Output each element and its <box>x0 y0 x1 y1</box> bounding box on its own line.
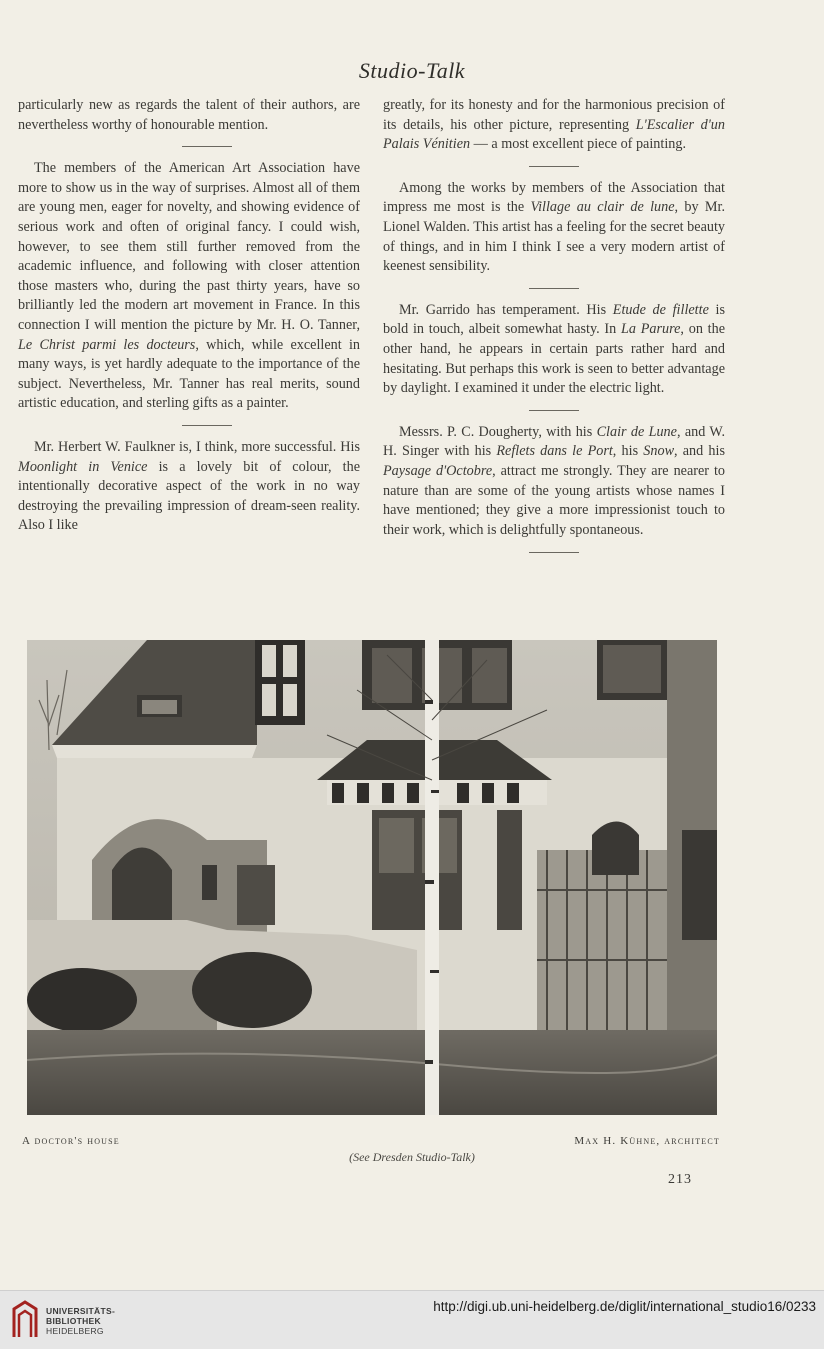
illustration-plate <box>27 640 717 1115</box>
page-number: 213 <box>668 1172 692 1187</box>
section-divider <box>182 146 232 147</box>
logo-line-2: BIBLIOTHEK <box>46 1316 101 1326</box>
artwork-title: Reflets dans le Port <box>496 443 613 460</box>
library-logo-text[interactable] <box>46 1306 115 1336</box>
artwork-title: Moonlight in Venice <box>18 458 148 475</box>
right-p3-mid: is bold in touch, albeit somewhat hasty. In <box>383 301 726 338</box>
left-column <box>18 96 360 536</box>
section-divider <box>529 410 579 411</box>
library-logo-icon[interactable] <box>10 1299 40 1339</box>
section-divider <box>182 425 232 426</box>
artwork-title: L'Escalier d'un Palais Vénitien <box>383 116 725 153</box>
right-p1-end: — a most excellent piece of painting. <box>470 136 686 153</box>
logo-line-3: HEIDELBERG <box>46 1326 104 1336</box>
section-divider <box>529 288 579 289</box>
section-divider <box>529 552 579 553</box>
right-p4-mid3: , and his <box>674 443 725 460</box>
left-p1-text: particularly new as regards the talent of their authors, are nevertheless worthy of honourable mention. <box>18 97 360 133</box>
house-illustration <box>27 640 717 1115</box>
running-title: Studio-Talk <box>358 58 466 83</box>
left-p2-end: , which, while excellent in many ways, is yet hardly adequate to the importance of the subject. Nevertheless, Mr. Tanner has real merits, sound artistic education, and sterling gifts as a painter. <box>18 336 360 412</box>
artwork-title: Le Christ parmi les docteurs <box>18 336 196 353</box>
right-p1-text: greatly, for its honesty and for the harmonious precision of its details, his other picture, representing <box>383 97 725 133</box>
right-p2-end: , by Mr. Lionel Walden. This artist has a feeling for the secret beauty of things, and in him I think I see a very modern artist of keenest sensibility. <box>383 199 726 275</box>
left-p3-text: Mr. Herbert W. Faulkner is, I think, more successful. His <box>34 438 360 455</box>
right-paragraph-2 <box>383 179 725 277</box>
viewer-footer <box>0 1290 824 1349</box>
right-column <box>383 96 725 565</box>
section-divider <box>529 166 579 167</box>
right-paragraph-4 <box>383 423 725 541</box>
right-p2-text: Among the works by members of the Association that impress me most is the <box>383 179 725 216</box>
plate-note: (See Dresden Studio-Talk) <box>349 1150 475 1164</box>
artwork-title: La Parure <box>621 321 681 338</box>
artwork-title: Etude de fillette <box>612 301 709 318</box>
left-p2-text: The members of the American Art Association have more to show us in the way of surprises. Almost all of them are young men, eager for novelty, and showing evidence of serious work and often of original fancy. I could wish, however, to see them still further removed from the academic influence, and following with closer attention those masters who, during the past thirty years, have so brilliantly led the modern art movement in France. In this connection I will mention the picture by Mr. H. O. Tanner, <box>18 160 360 333</box>
right-p4-end: , attract me strongly. They are nearer to nature than are some of the young artists whose names I have mentioned; they give a more impressionist touch to their work, which is delightfully spontaneous. <box>383 462 725 538</box>
logo-line-1: UNIVERSITÄTS- <box>46 1306 116 1316</box>
left-paragraph-3 <box>18 438 360 536</box>
artwork-title: Clair de Lune <box>596 423 677 440</box>
right-paragraph-3 <box>383 301 725 399</box>
artwork-title: Paysage d'Octobre <box>383 462 493 479</box>
source-url-link[interactable]: http://digi.ub.uni-heidelberg.de/diglit/international_studio16/0233 <box>433 1299 816 1314</box>
artwork-title: Snow <box>643 443 675 460</box>
plate-caption-left: A doctor's house <box>22 1135 120 1147</box>
right-p4-mid1: , and W. H. Singer with his <box>383 423 725 460</box>
right-p3-end: , on the other hand, he appears in certain parts rather hard and hesitating. But perhaps this work is seen to better advantage by daylight. I examined it under the electric light. <box>383 321 725 397</box>
right-paragraph-1 <box>383 96 725 155</box>
plate-caption-right: Max H. Kühne, architect <box>574 1135 720 1147</box>
left-p3-end: is a lovely bit of colour, the intentionally decorative aspect of the work in no way destroying the prevailing impression of dream-seen reality. Also I like <box>18 458 360 534</box>
right-p4-mid2: , his <box>612 443 644 460</box>
right-p3-text: Mr. Garrido has temperament. His <box>399 301 613 318</box>
left-paragraph-2 <box>18 159 360 414</box>
right-p4-text: Messrs. P. C. Dougherty, with his <box>399 423 597 440</box>
left-paragraph-1 <box>18 96 360 135</box>
artwork-title: Village au clair de lune <box>530 199 675 216</box>
